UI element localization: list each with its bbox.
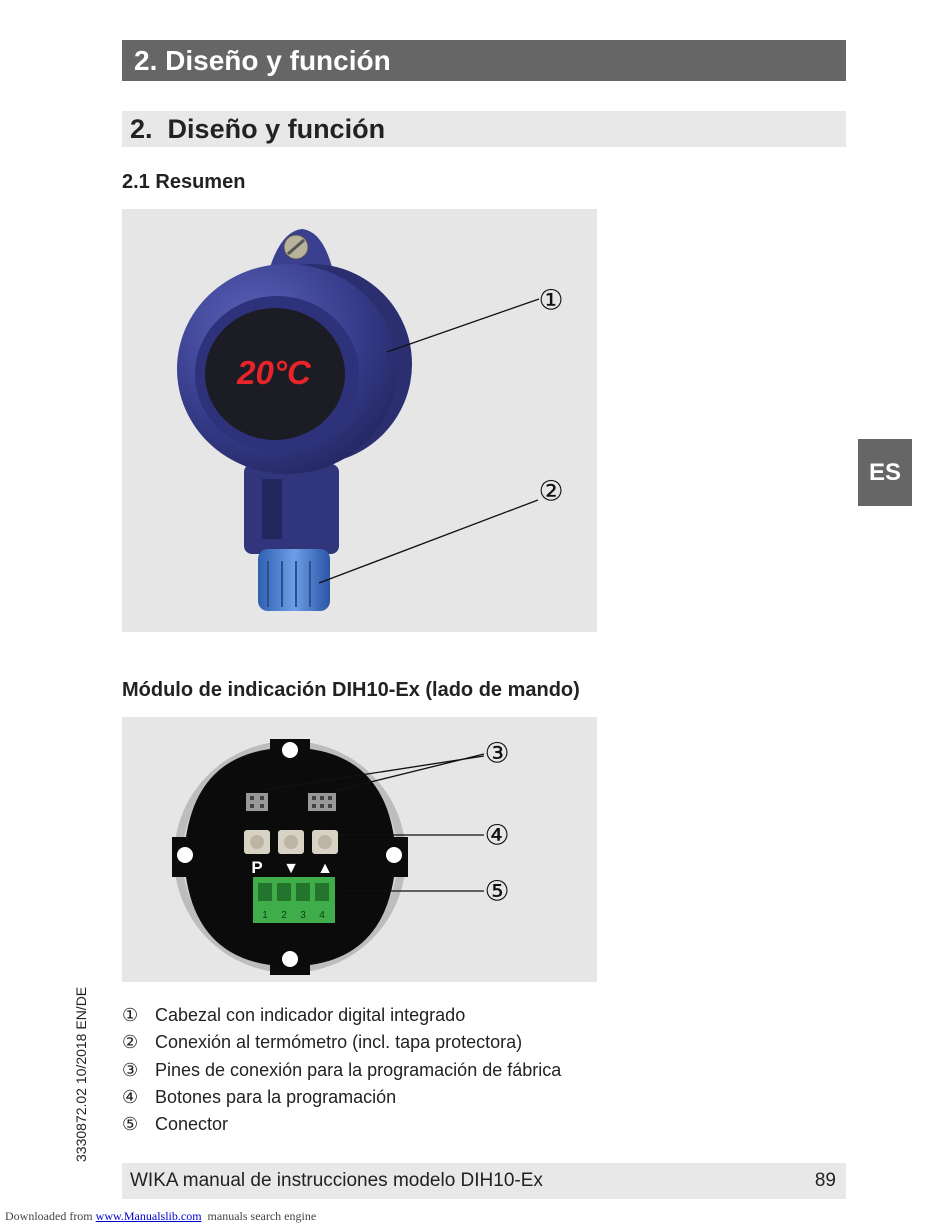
- display-reading: 20°C: [237, 354, 311, 391]
- callout-4: ④: [484, 819, 510, 851]
- legend-item: [122, 1084, 561, 1111]
- manualslib-link[interactable]: www.Manualslib.com: [95, 1209, 202, 1223]
- legend-text: Pines de conexión para la programación de fábrica: [155, 1059, 562, 1080]
- legend-number: ②: [122, 1032, 139, 1053]
- housing-neck: [244, 464, 339, 554]
- terminal-1: 1: [262, 910, 268, 921]
- callout-line-1: [387, 299, 539, 352]
- mounting-hole-bottom: [282, 951, 298, 967]
- callout-line-2: [319, 500, 538, 583]
- page-number: 89: [814, 1170, 836, 1191]
- button-label-p: P: [251, 858, 263, 877]
- legend-number: ③: [122, 1059, 139, 1080]
- programming-pins-left: [246, 793, 268, 811]
- section-title: Diseño y función: [167, 114, 386, 144]
- page-footer: [122, 1163, 846, 1199]
- chapter-header: 2. Diseño y función: [122, 40, 846, 81]
- terminal-4: 4: [319, 910, 325, 921]
- section-heading: [122, 111, 846, 147]
- terminal-3: 3: [300, 910, 306, 921]
- legend-text: Botones para la programación: [155, 1086, 397, 1107]
- terminal-2: 2: [281, 910, 287, 921]
- legend-number: ⑤: [122, 1114, 139, 1135]
- legend-number: ④: [122, 1086, 139, 1107]
- legend-item: [122, 1057, 561, 1084]
- button-label-down: ▼: [283, 860, 299, 877]
- programming-pins-right: [308, 793, 336, 811]
- legend-text: Cabezal con indicador digital integrado: [155, 1005, 466, 1025]
- legend-list: [122, 1002, 561, 1138]
- section-number: 2.: [130, 114, 153, 144]
- callout-3: ③: [484, 737, 510, 769]
- callout-1: ①: [538, 284, 564, 316]
- language-tab: ES: [858, 439, 912, 506]
- footer-title: WIKA manual de instrucciones modelo DIH10-Ex: [130, 1170, 543, 1191]
- mounting-hole-top: [282, 742, 298, 758]
- mounting-hole-right: [386, 847, 402, 863]
- legend-item: [122, 1002, 561, 1029]
- legend-text: Conector: [155, 1114, 229, 1135]
- subsection-heading: [122, 171, 245, 194]
- subsection-number: 2.1: [122, 171, 150, 193]
- display-head-figure: [122, 209, 597, 632]
- display-module-figure: [122, 717, 597, 982]
- legend-text: Conexión al termómetro (incl. tapa protectora): [155, 1032, 523, 1053]
- legend-number: ①: [122, 1005, 139, 1025]
- legend-item: [122, 1029, 561, 1056]
- document-code: 3330872.02 10/2018 EN/DE: [73, 986, 89, 1162]
- download-note: [5, 1209, 316, 1224]
- figure-heading: Módulo de indicación DIH10-Ex (lado de mando): [122, 679, 580, 701]
- legend-item: [122, 1111, 561, 1138]
- module-body: [172, 739, 408, 975]
- mounting-hole-left: [177, 847, 193, 863]
- button-label-up: ▲: [317, 860, 333, 877]
- callout-2: ②: [538, 475, 564, 507]
- callout-5: ⑤: [484, 875, 510, 907]
- display-module-illustration: [122, 717, 597, 982]
- download-suffix: manuals search engine: [201, 1209, 317, 1223]
- download-prefix: Downloaded from: [5, 1209, 96, 1223]
- subsection-title: Resumen: [155, 171, 246, 193]
- display-head-illustration: [122, 209, 597, 632]
